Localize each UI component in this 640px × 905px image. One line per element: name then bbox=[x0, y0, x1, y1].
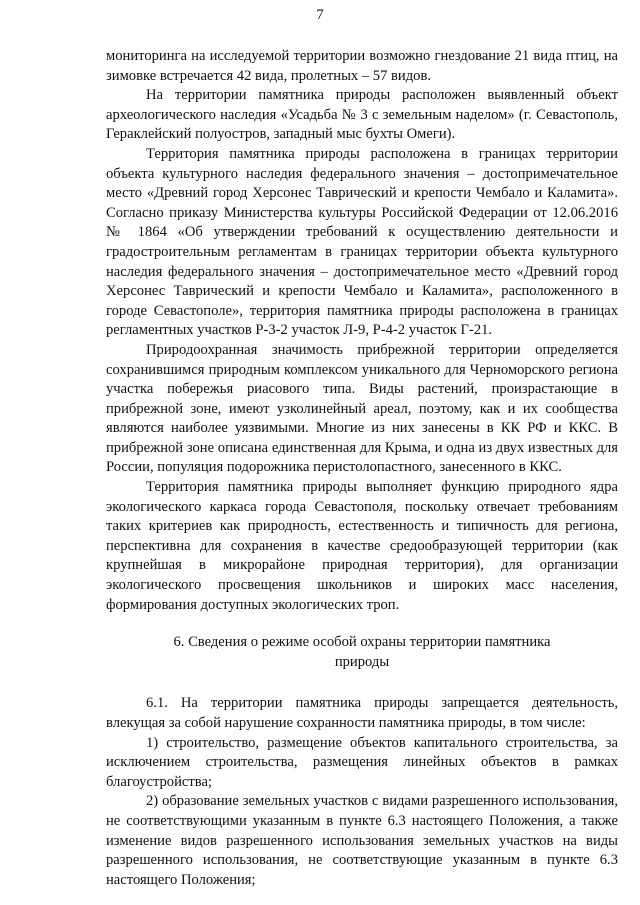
paragraph-archaeological-object: На территории памятника природы расположен выявленный объект археологического наследия «Усадьба № 3 с земельным наделом» (г. Севастополь, Гераклейский полуостров, западный мыс бухты Омеги). bbox=[106, 87, 618, 143]
clause-6-1-item-2: 2) образование земельных участков с видами разрешенного использования, не соответствующими указанным в пункте 6.3 настоящего Положения, а также изменение видов разрешенного использования земельных участков на виды разрешенного использования, не соответствующие указанным в пункте 6.3 настоящего Положения; bbox=[106, 793, 618, 888]
clause-6-1-item-1: 1) строительство, размещение объектов капитального строительства, за исключением строительства, размещения линейных объектов в рамках благоустройства; bbox=[106, 734, 618, 790]
section-heading: 6. Сведения о режиме особой охраны территории памятника природы bbox=[173, 634, 551, 670]
page-number: 7 bbox=[316, 7, 324, 23]
document-body bbox=[106, 47, 618, 890]
paragraph-ecological-framework: Территория памятника природы выполняет функцию природного ядра экологического каркаса города Севастополя, поскольку отвечает требованиям таких критериев как природность, естественность и типичность для региона, перспективна для сохранения в качестве средообразующей территории (как крупнейшая в микрорайоне природная территория), для организации экологического просвещения школьников и широких масс населения, формирования доступных экологических троп. bbox=[106, 479, 618, 613]
paragraph-cultural-heritage: Территория памятника природы расположена в границах территории объекта культурного наследия федерального значения – достопримечательное место «Древний город Херсонес Таврический и крепости Чембало и Каламита». Согласно приказу Министерства культуры Российской Федерации от 12.06.2016 № 1864 «Об утверждении требований к осуществлению деятельности и градостроительным регламентам в границах территории объекта культурного наследия федерального значения – достопримечательное место «Древний город Херсонес Таврический и крепости Чембало и Каламита», расположенного в городе Севастополе», территория памятника природы расположена в границах регламентных участков Р-3-2 участок Л-9, Р-4-2 участок Г-21. bbox=[106, 145, 618, 339]
paragraph-conservation-significance: Природоохранная значимость прибрежной территории определяется сохранившимся природным комплексом уникального для Черноморского региона участка побережья риасового типа. Виды растений, произрастающие в прибрежной зоне, имеют узколинейный ареал, поэтому, как и их сообщества являются наиболее уязвимыми. Многие из них занесены в КК РФ и ККС. В прибрежной зоне описана единственная для Крыма, и одна из двух известных для России, популяция подорожника перистолопастного, занесенного в ККС. bbox=[106, 341, 618, 476]
paragraph-monitoring-continuation: мониторинга на исследуемой территории возможно гнездование 21 вида птиц, на зимовке встречается 42 вида, пролетных – 57 видов. bbox=[106, 48, 618, 84]
clause-6-1: 6.1. На территории памятника природы запрещается деятельность, влекущая за собой нарушение сохранности памятника природы, в том числе: bbox=[106, 695, 618, 731]
heading-spacer bbox=[106, 672, 618, 694]
